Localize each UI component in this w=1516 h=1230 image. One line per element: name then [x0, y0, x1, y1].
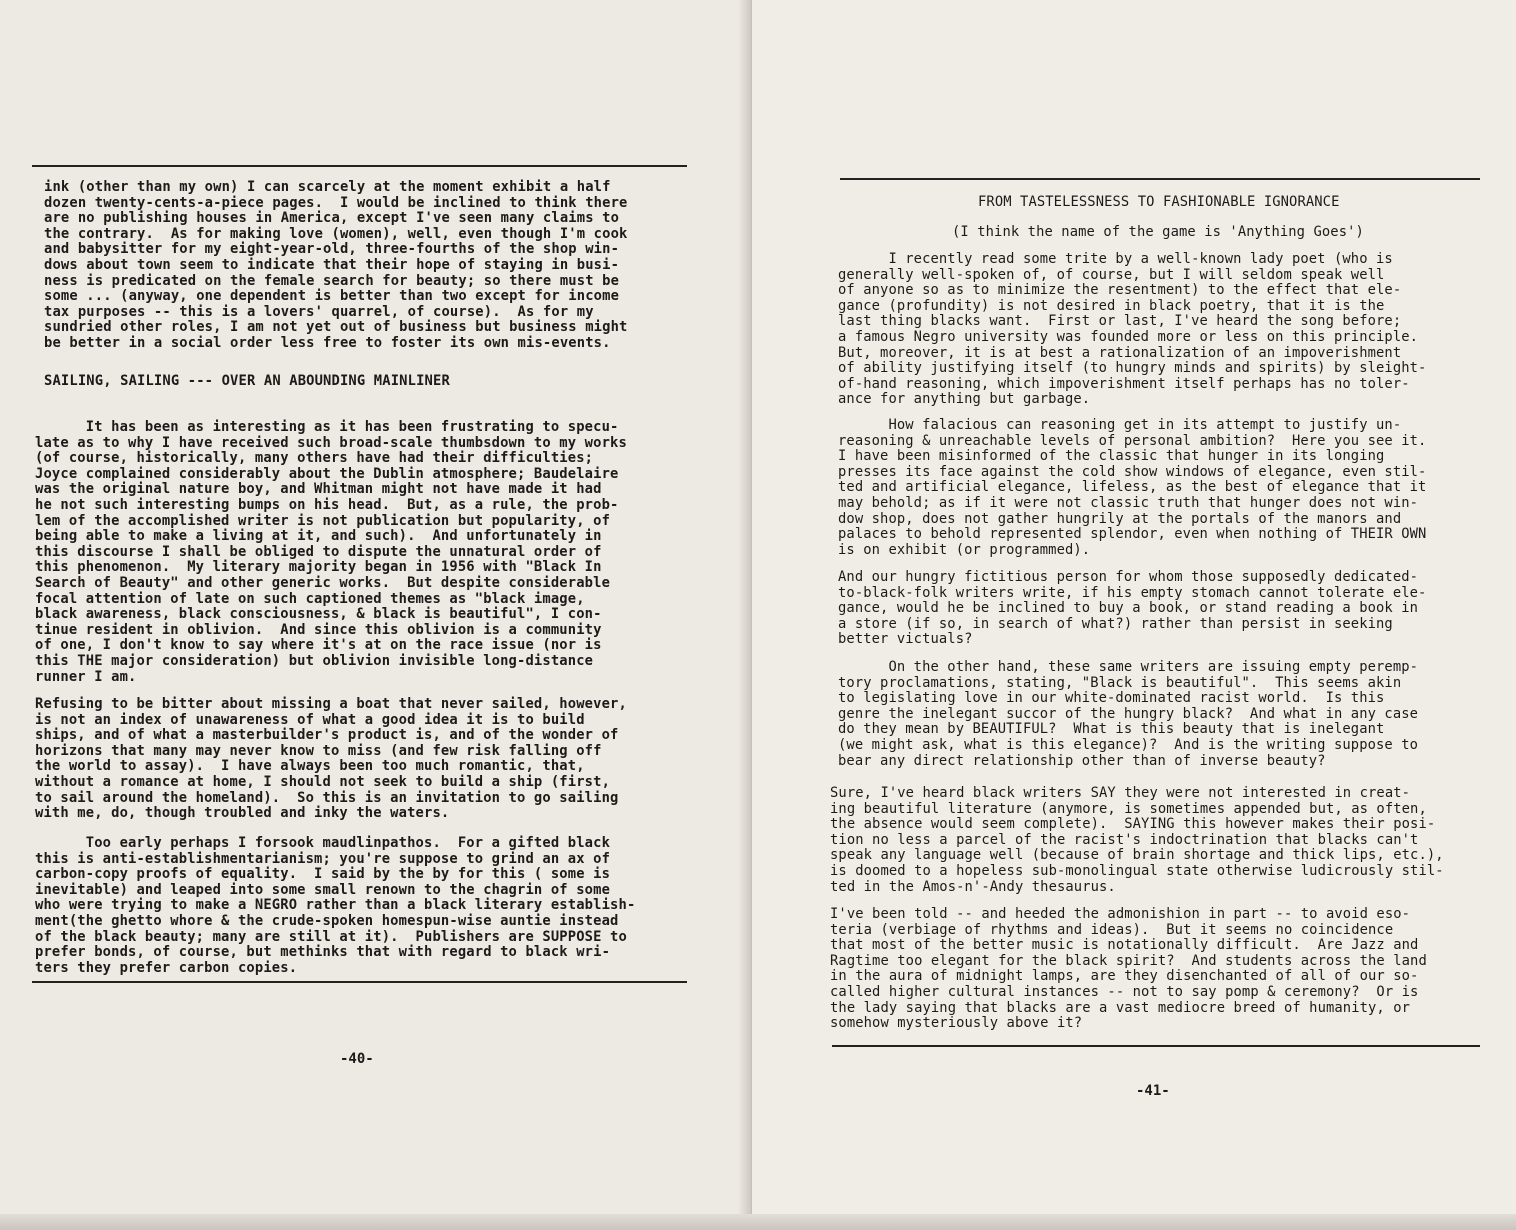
- section-heading: SAILING, SAILING --- OVER AN ABOUNDING MAINLINER: [44, 373, 450, 389]
- page-number: -40-: [340, 1051, 374, 1067]
- right-paragraph-6: I've been told -- and heeded the admonishion in part -- to avoid eso- teria (verbiage of rhythms and ideas). But it seems no coincidence that most of the better music is notationally difficult. Are Jazz and Ragtime too elegant for the black spirit? And students across the land in the aura of midnight lamps, are they disenchanted of all of our so- called higher cultural instances -- not to say pomp & ceremony? Or is the lady saying that blacks are a vast mediocre breed of humanity, or somehow mysteriously above it?: [830, 906, 1427, 1032]
- right-paragraph-2: How falacious can reasoning get in its attempt to justify un- reasoning & unreachable levels of personal ambition? Here you see it. I have been misinformed of the classic that hunger in its longing presses its face against the cold show windows of elegance, even stil- ted and artificial elegance, lifeless, as the best of elegance that it may behold; as if it were not classic truth that hunger does not win- dow shop, does not gather hungrily at the portals of the manors and palaces to behold represented splendor, even when nothing of THEIR OWN is on exhibit (or programmed).: [838, 417, 1427, 558]
- left-paragraph-1: ink (other than my own) I can scarcely at the moment exhibit a half dozen twenty-cents-a-piece pages. I would be inclined to think there are no publishing houses in America, except I've seen many claims to the contrary. As for making love (women), well, even though I'm cook and babysitter for my eight-year-old, three-fourths of the shop win- dows about town seem to indicate that their hope of staying in busi- ness is predicated on the female search for beauty; so there must be some ... (anyway, one dependent is better than two except for income tax purposes -- this is a lovers' quarrel, of course). As for my sundried other roles, I am not yet out of business but business might be better in a social order less free to foster its own mis-events.: [44, 179, 628, 351]
- right-paragraph-3: And our hungry fictitious person for whom those supposedly dedicated- to-black-folk writers write, if his empty stomach cannot tolerate ele- gance, would he be inclined to buy a book, or stand reading a book in a store (if so, in search of what?) rather than persist in seeking better victuals?: [838, 569, 1427, 648]
- left-paragraph-3: Refusing to be bitter about missing a boat that never sailed, however, is not an index of unawareness of what a good idea it is to build ships, and of what a masterbuilder's product is, and of the wonder of horizons that many may never know to miss (and few risk falling off the world to assay). I have always been too much romantic, that, without a romance at home, I should not seek to build a ship (first, to sail around the homeland). So this is an invitation to go sailing with me, do, though troubled and inky the waters.: [35, 696, 627, 822]
- left-paragraph-2: It has been as interesting as it has been frustrating to specu- late as to why I have received such broad-scale thumbsdown to my works (of course, historically, many others have had their difficulties; Joyce complained considerably about the Dublin atmosphere; Baudelaire was the original nature boy, and Whitman might not have made it had he not such interesting bumps on his head. But, as a rule, the prob- lem of the accomplished writer is not publication but popularity, of being able to make a living at it, and such). And unfortunately in this discourse I shall be obliged to dispute the unnatural order of this phenomenon. My literary majority began in 1956 with "Black In Search of Beauty" and other generic works. But despite considerable focal attention of late on such captioned themes as "black image, black awareness, black consciousness, & black is beautiful", I con- tinue resident in oblivion. And since this oblivion is a community of one, I don't know to say where it's at on the race issue (nor is this THE major consideration) but oblivion invisible long-distance runner I am.: [35, 419, 627, 685]
- page-number: -41-: [1136, 1083, 1170, 1099]
- article-subtitle: (I think the name of the game is 'Anything Goes'): [952, 224, 1364, 240]
- bottom-rule: [32, 981, 687, 983]
- bottom-rule: [832, 1045, 1480, 1047]
- page-bottom-edge: [0, 1214, 1516, 1230]
- top-rule: [32, 165, 687, 167]
- right-paragraph-1: I recently read some trite by a well-known lady poet (who is generally well-spoken of, of course, but I will seldom speak well of anyone so as to minimize the resentment) to the effect that ele- gance (profundity) is not desired in black poetry, that it is the last thing blacks want. First or last, I've heard the song before; a famous Negro university was founded more or less on this principle. But, moreover, it is at best a rationalization of an impoverishment of ability justifying itself (to hungry minds and spirits) by sleight- of-hand reasoning, which impoverishment itself perhaps has no toler- ance for anything but garbage.: [838, 251, 1427, 408]
- right-paragraph-5: Sure, I've heard black writers SAY they were not interested in creat- ing beautiful literature (anymore, is sometimes appended but, as often, the absence would seem complete). SAYING this however makes their posi- tion no less a parcel of the racist's indoctrination that blacks can't speak any language well (because of brain shortage and thick lips, etc.), is doomed to a hopeless sub-monolingual state otherwise ludicrously stil- ted in the Amos-n'-Andy thesaurus.: [830, 785, 1444, 895]
- right-page: [752, 0, 1516, 1230]
- left-paragraph-4: Too early perhaps I forsook maudlinpathos. For a gifted black this is anti-establishmentarianism; you're suppose to grind an ax of carbon-copy proofs of equality. I said by the by for this ( some is inevitable) and leaped into some small renown to the chagrin of some who were trying to make a NEGRO rather than a black literary establish- ment(the ghetto whore & the crude-spoken homespun-wise auntie instead of the black beauty; many are still at it). Publishers are SUPPOSE to prefer bonds, of course, but methinks that with regard to black wri- ters they prefer carbon copies.: [35, 835, 636, 976]
- left-page: [0, 0, 752, 1230]
- top-rule: [840, 178, 1480, 180]
- right-paragraph-4: On the other hand, these same writers are issuing empty peremp- tory proclamations, stating, "Black is beautiful". This seems akin to legislating love in our white-dominated racist world. Is this genre the inelegant succor of the hungry black? And what in any case do they mean by BEAUTIFUL? What is this beauty that is inelegant (we might ask, what is this elegance)? And is the writing suppose to bear any direct relationship other than of inverse beauty?: [838, 659, 1419, 769]
- article-title: FROM TASTELESSNESS TO FASHIONABLE IGNORANCE: [978, 194, 1340, 210]
